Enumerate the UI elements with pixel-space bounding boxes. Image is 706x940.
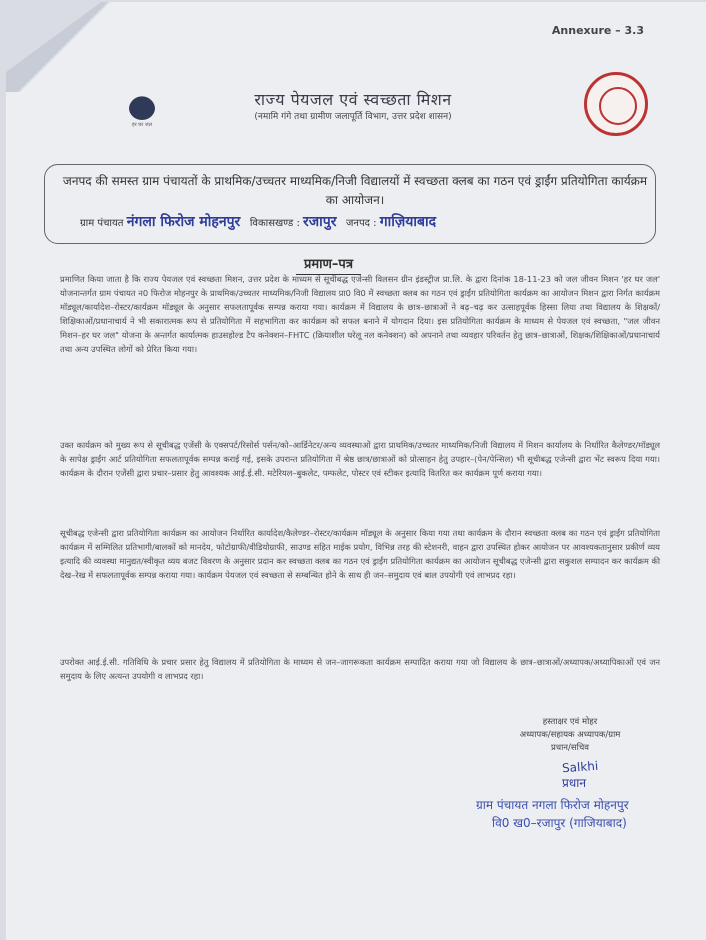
pradhan-stamp-label: प्रधान xyxy=(562,776,586,790)
signature-label: हस्ताक्षर एवं मोहर xyxy=(542,717,598,727)
organization-title: राज्य पेयजल एवं स्वच्छता मिशन xyxy=(254,90,452,109)
paragraph-1: प्रमाणित किया जाता है कि राज्य पेयजल एवं स्वच्छता मिशन, उत्तर प्रदेश के माध्यम से सूचीबद्ध एजेन्सी विलसन ग्रीन इंडस्ट्रीज प्रा.लि. के द्वारा दिनांक 18-11-23 को जल जीवन मिशन 'हर घर जल' योजनान्तर्गत ग्राम पंचायत न0 फिरोज मोहनपुर के प्राथमिक/उच्चतर माध्यमिक/निजी विद्यालय प्रा0 वि0 में स्वच्छता क्लब का गठन एवं ड्राईंग प्रतियोगिता कार्यक्रम का आयोजन मिशन द्वारा निर्गत कार्यक्रम मॉड्यूल/कार्यादेश–रोस्टर/कार्यक्रम मॉड्यूल के अनुसार सफलतापूर्वक सम्पन्न कराया गया। कार्यक्रम में विद्यालय के छात्र–छात्राओं ने बढ़–चढ़ कर उत्साहपूर्वक हिस्सा लिया तथा विद्यालय के शिक्षकों/शिक्षिकाओं/प्रधानाचार्य ने भी सकारात्मक रूप से प्रतियोगिता में सहभागिता कर कार्यक्रम को सफल बनाने में योगदान दिया। इस प्रतियोगिता कार्यक्रम के माध्यम से पेयजल एवं स्वच्छता, "जल जीवन मिशन–हर घर जल" योजना के अन्तर्गत कार्यात्मक हाउसहोल्ड टैप कनेक्शन–FHTC (क्रियाशील घरेलू नल कनेक्शन) को अपनाने तथा व्यवहार परिवर्तन हेतु छात्र–छात्राओं, शिक्षक/शिक्षिकाओं/प्रधानाचार्य तथा अन्य उपस्थित लोगों को प्रेरित किया गया। xyxy=(60,274,660,354)
signature-role-line-2: प्रधान/सचिव xyxy=(551,743,589,753)
location-fields xyxy=(80,212,436,231)
annexure-label: Annexure – 3.3 xyxy=(551,24,644,37)
paragraph-3: सूचीबद्ध एजेन्सी द्वारा प्रतियोगिता कार्यक्रम का आयोजन निर्धारित कार्यादेश/कैलेण्डर–रोस्टर/कार्यक्रम मॉड्यूल के अनुसार किया गया तथा कार्यक्रम के दौरान स्वच्छता क्लब का गठन एवं ड्राईंग प्रतियोगिता कार्यक्रम में सम्मिलित प्रतिभागी/बालकों को मानदेय, फोटोग्राफी/वीडियोग्राफी, साउण्ड सहित माईक प्रयोग, विभिन्न तरह की स्टेशनरी, वाहन द्वारा उपस्थित होकर आयोजन पर आवश्यकतानुसार प्रकीर्ण व्यय इत्यादि की व्यवस्था मानुद्यत/स्वीकृत व्यय बजट विवरण के अनुसार प्रदान कर स्वच्छता क्लब का गठन एवं ड्राईंग प्रतियोगिता कार्यक्रम का आयोजन सूचीबद्ध एजेन्सी द्वारा सकुशल सम्पादन कर कार्यक्रम की देख–रेख में सफलतापूर्वक सम्पन्न कराया गया। कार्यक्रम पेयजल एवं स्वच्छता से सम्बन्धित होने के साथ ही जन–समुदाय एवं बाल उपयोगी एवं लाभप्रद रहा। xyxy=(60,528,660,580)
logo-caption: हर घर जल xyxy=(132,122,152,128)
signature-role-line: अध्यापक/सहायक अध्यापक/ग्राम xyxy=(519,730,621,740)
paragraph-2: उक्त कार्यक्रम को मुख्य रूप से सूचीबद्ध एजेंसी के एक्सपर्ट/रिसोर्स पर्सन/को–आर्डिनेटर/अन्य व्यवस्थाओं द्वारा प्राथमिक/उच्चतर माध्यमिक/निजी विद्यालय में मिशन कार्यालय के निर्धारित कैलेण्डर/मॉड्यूल के सापेक्ष ड्राईंग आर्ट प्रतियोगिता सफलतापूर्वक सम्पन्न कराई गई, इसके उपरान्त प्रतियोगिता में श्रेष्ठ छात्र/छात्राओं को प्रोत्साहन हेतु उपहार–(पेन/पेन्सिल) भी सूचीबद्ध एजेन्सी द्वारा भेंट स्वरूप दिया गया। कार्यक्रम के दौरान एजेंसी द्वारा प्रचार–प्रसार हेतु आवश्यक आई.ई.सी. मटेरियल–बुकलेट, पम्फलेट, पोस्टर एवं स्टीकर इत्यादि वितरित कर कार्यक्रम पूर्ण कराया गया। xyxy=(60,440,660,478)
program-title: जनपद की समस्त ग्राम पंचायतों के प्राथमिक/उच्चतर माध्यमिक/निजी विद्यालयों में स्वच्छता क्लब का गठन एवं ड्राईंग प्रतियोगिता कार्यक्रम का आयोजन। xyxy=(62,174,648,207)
vikaskhand-value: रजापुर xyxy=(303,214,337,230)
panchayat-stamp-location: वि0 ख0–रजापुर (गाजियाबाद) xyxy=(492,816,627,830)
folded-corner xyxy=(6,2,126,92)
janpad-label: जनपद : xyxy=(345,218,377,229)
panchayat-stamp-line: ग्राम पंचायत नगला फिरोज मोहनपुर xyxy=(476,798,629,812)
certificate-heading: प्रमाण–पत्र xyxy=(296,254,361,275)
signature-block xyxy=(470,716,670,755)
paragraph-4: उपरोक्त आई.ई.सी. गतिविधि के प्रचार प्रसार हेतु विद्यालय में प्रतियोगिता के माध्यम से जन–जागरूकता कार्यक्रम सम्पादित कराया गया जो विद्यालय के छात्र–छात्राओं/अध्यापक/अध्यापिकाओं एवं जन समुदाय के लिए अत्यन्त उपयोगी व लाभप्रद रहा। xyxy=(60,657,660,681)
organization-subtitle: (नमामि गंगे तथा ग्रामीण जलापूर्ति विभाग, उत्तर प्रदेश शासन) xyxy=(254,112,452,122)
gram-panchayat-value: नंगला फिरोज मोहनपुर xyxy=(126,214,241,230)
vikaskhand-label: विकासखण्ड : xyxy=(249,218,300,229)
handwritten-signature: Salkhi xyxy=(561,758,599,776)
janpad-value: गाज़ियाबाद xyxy=(379,214,437,230)
gram-panchayat-label: ग्राम पंचायत xyxy=(80,218,124,229)
